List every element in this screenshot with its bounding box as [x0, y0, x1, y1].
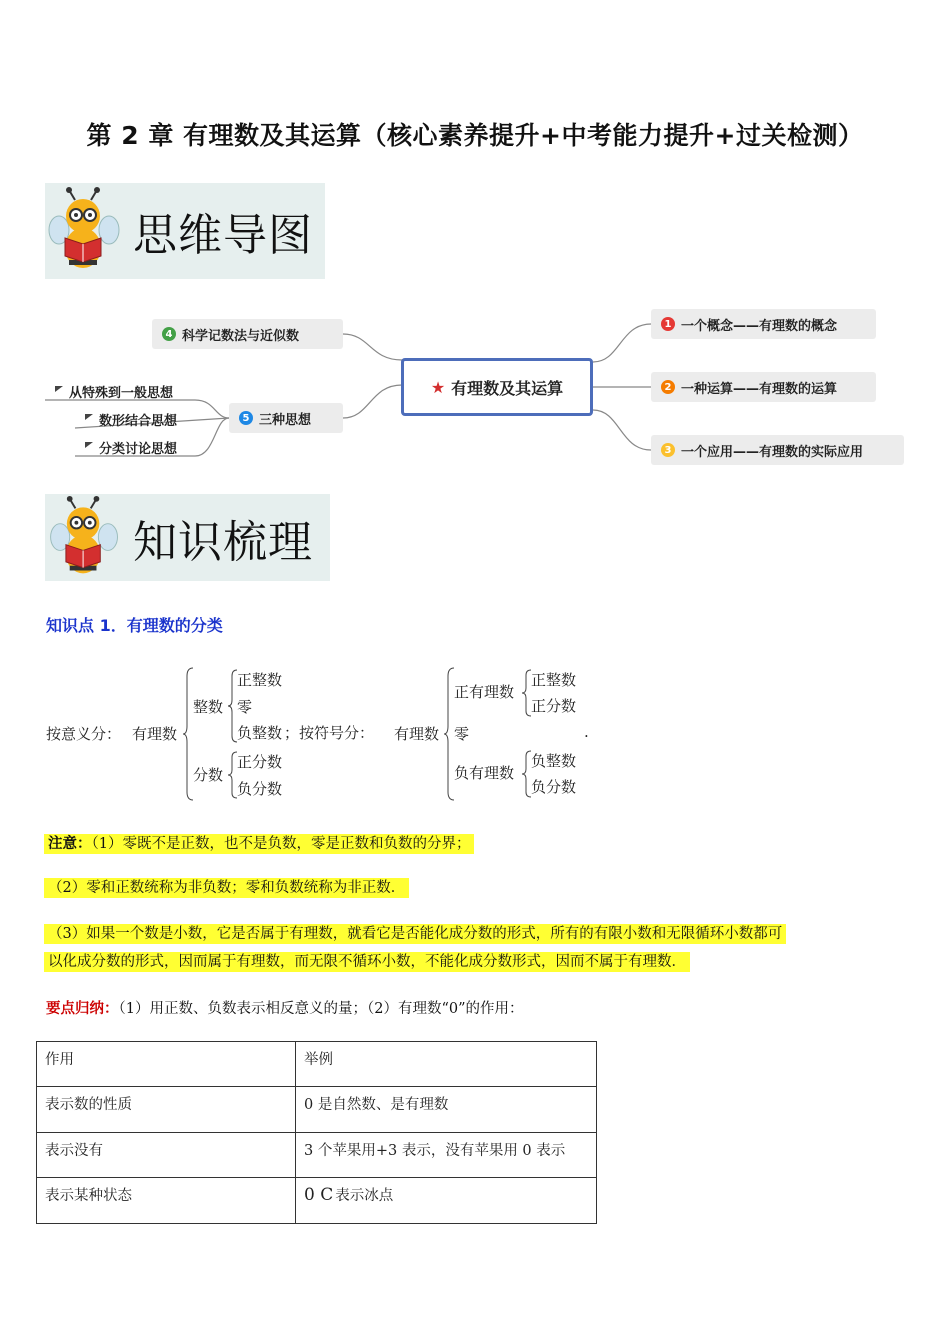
table-cell: 表示某种状态: [37, 1178, 296, 1224]
by-meaning-label: 按意义分：: [46, 725, 122, 743]
note-2: （2）零和正数统称为非负数；零和负数统称为非正数．: [44, 875, 409, 901]
neg-int-label-2: 负整数: [531, 752, 577, 770]
number-badge-icon: 5: [239, 411, 253, 425]
mindmap-node-thoughts: 5 三种思想: [229, 403, 343, 433]
number-badge-icon: 1: [661, 317, 675, 331]
mindmap-leaf-special-general: 从特殊到一般思想: [55, 382, 173, 401]
end-dot: .: [584, 723, 589, 741]
fraction-label: 分数: [193, 766, 224, 784]
neg-frac-label-2: 负分数: [531, 778, 577, 796]
number-badge-icon: 2: [661, 380, 675, 394]
note-3: （3）如果一个数是小数，它是否属于有理数，就看它是否能化成分数的形式，所有的有限小数和无限循环小数都可 以化成分数的形式，因而属于有理数，而无限不循环小数，不能化成分数形式，因而不属于有理数．: [44, 921, 914, 975]
table-header-cell: 作用: [37, 1042, 296, 1087]
table-cell: 表示没有: [37, 1133, 296, 1178]
table-cell: 0 是自然数、是有理数: [296, 1087, 597, 1133]
number-badge-icon: 4: [162, 327, 176, 341]
flag-icon: [85, 442, 93, 454]
neg-int-label: 负整数: [237, 724, 283, 742]
zero-label-2: 零: [454, 725, 470, 743]
flag-icon: [55, 386, 63, 398]
pos-int-label-2: 正整数: [531, 671, 577, 689]
banner-knowledge-label: 知识梳理: [133, 516, 313, 568]
pos-frac-label-2: 正分数: [531, 697, 577, 715]
mindmap-node-notation: 4 科学记数法与近似数: [152, 319, 343, 349]
page-title: 第 2 章 有理数及其运算（核心素养提升+中考能力提升+过关检测）: [86, 121, 864, 150]
bee-reading-icon: [45, 495, 125, 581]
zero-usage-table: [36, 1041, 597, 1224]
neg-rational-label: 负有理数: [454, 764, 515, 782]
star-icon: ★: [430, 377, 446, 397]
banner-mindmap-label: 思维导图: [133, 210, 313, 261]
table-header-row: [37, 1042, 597, 1087]
number-badge-icon: 3: [661, 443, 675, 457]
pos-frac-label: 正分数: [237, 753, 283, 771]
rational-label: 有理数: [132, 725, 178, 743]
mindmap-node-operation: 2 一种运算——有理数的运算: [651, 372, 876, 402]
note-1: 注意：（1）零既不是正数，也不是负数，零是正数和负数的分界；: [44, 831, 474, 857]
mindmap-node-application: 3 一个应用——有理数的实际应用: [651, 435, 904, 465]
table-cell: 0 C 表示冰点: [296, 1178, 597, 1224]
table-cell: 3 个苹果用+3 表示，没有苹果用 0 表示: [296, 1133, 597, 1178]
keypoints: 要点归纳：（1）用正数、负数表示相反意义的量；（2）有理数“0”的作用：: [46, 1000, 524, 1017]
note-label: 注意：: [48, 835, 92, 852]
neg-frac-label: 负分数: [237, 780, 283, 798]
kp1-title: 知识点 1．有理数的分类: [46, 616, 223, 635]
table-cell: 表示数的性质: [37, 1087, 296, 1133]
table-row: [37, 1178, 597, 1224]
mindmap-node-concept: 1 一个概念——有理数的概念: [651, 309, 876, 339]
table-header-cell: 举例: [296, 1042, 597, 1087]
pos-rational-label: 正有理数: [454, 683, 515, 701]
separator-label: ；按符号分：: [284, 724, 375, 742]
rational-label-sign: 有理数: [394, 725, 440, 743]
flag-icon: [85, 414, 93, 426]
integer-label: 整数: [193, 698, 224, 716]
mindmap-central-node: ★ 有理数及其运算: [401, 358, 593, 416]
keypoints-label: 要点归纳：: [46, 1000, 119, 1017]
mindmap-leaf-number-shape: 数形结合思想: [85, 410, 177, 429]
zero-label: 零: [237, 698, 253, 716]
banner-mindmap: [45, 183, 325, 279]
pos-int-label: 正整数: [237, 671, 283, 689]
table-row: [37, 1133, 597, 1178]
banner-knowledge: [45, 494, 330, 581]
mindmap-leaf-classification: 分类讨论思想: [85, 438, 177, 457]
table-row: [37, 1087, 597, 1133]
bee-reading-icon: [45, 186, 125, 276]
